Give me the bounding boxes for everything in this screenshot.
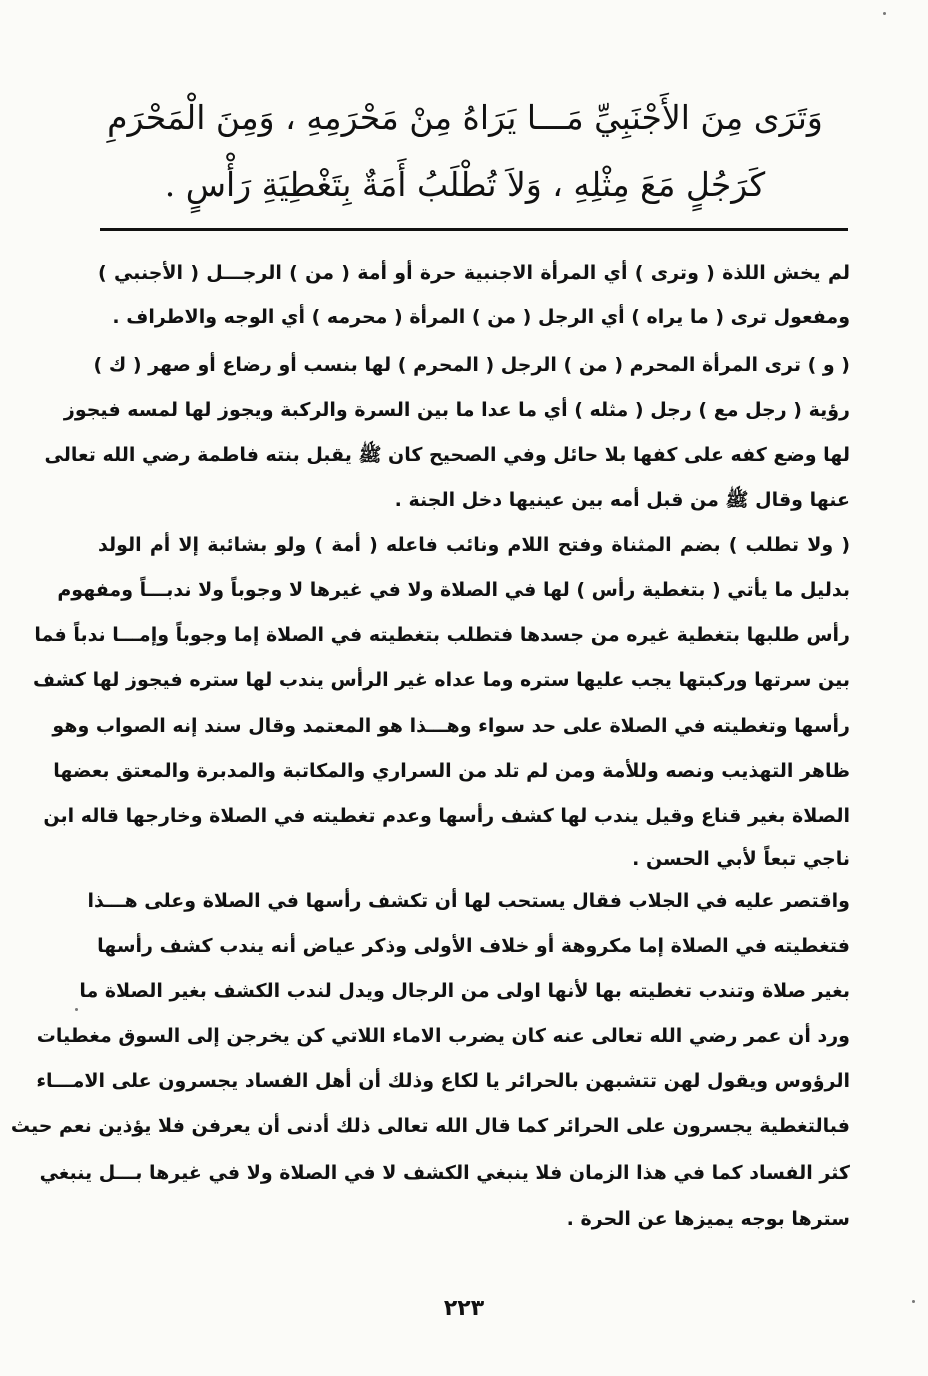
commentary-line: فتغطيته في الصلاة إما مكروهة أو خلاف الأولى وذكر عياض أنه يندب كشف رأسها bbox=[97, 935, 850, 957]
commentary-line: كثر الفساد كما في هذا الزمان فلا ينبغي الكشف لا في الصلاة ولا في غيرها بـــل ينبغي bbox=[39, 1162, 850, 1184]
matn-line-1: وَتَرَى مِنَ الأَجْنَبِيِّ مَـــا يَرَاهُ مِنْ مَحْرَمِهِ ، وَمِنَ الْمَحْرَمِ bbox=[107, 98, 823, 137]
commentary-line: عنها وقال ﷺ من قبل أمه بين عينيها دخل الجنة . bbox=[394, 489, 850, 511]
commentary-line: لم يخش اللذة ( وترى ) أي المرأة الاجنبية حرة أو أمة ( من ) الرجـــل ( الأجنبي ) bbox=[98, 262, 850, 284]
commentary-line: الصلاة بغير قناع وقيل يندب لها كشف رأسها وعدم تغطيته في الصلاة وخارجها قاله ابن bbox=[43, 805, 850, 827]
commentary-line: بين سرتها وركبتها يجب عليها ستره وما عداه غير الرأس يندب لها ستره فيجوز لها كشف bbox=[32, 669, 850, 691]
commentary-line: ( ولا تطلب ) بضم المثناة وفتح اللام ونائب فاعله ( أمة ) ولو بشائبة إلا أم الولد bbox=[98, 534, 850, 556]
commentary-line: ناجي تبعاً لأبي الحسن . bbox=[632, 848, 850, 870]
commentary-line: الرؤوس ويقول لهن تتشبهن بالحرائر يا لكاع وذلك أن أهل الفساد يجسرون على الامـــاء bbox=[36, 1070, 850, 1092]
commentary-line: سترها بوجه يميزها عن الحرة . bbox=[566, 1208, 850, 1230]
commentary-line: ورد أن عمر رضي الله تعالى عنه كان يضرب الاماء اللاتي كن يخرجن إلى السوق مغطيات bbox=[36, 1025, 850, 1047]
scan-speck bbox=[912, 1300, 915, 1303]
scan-speck bbox=[75, 1008, 78, 1011]
commentary-line: بغير صلاة وتندب تغطيته بها لأنها اولى من الرجال ويدل لندب الكشف بغير الصلاة ما bbox=[79, 980, 850, 1002]
commentary-line: رأس طلبها بتغطية غيره من جسدها فتطلب بتغطيته في الصلاة إما وجوباً وإمـــا ندباً فما bbox=[34, 624, 850, 646]
commentary-line: واقتصر عليه في الجلاب فقال يستحب لها أن تكشف رأسها في الصلاة وعلى هـــذا bbox=[87, 890, 850, 912]
commentary-line: فبالتغطية يجسرون على الحرائر كما قال الله تعالى ذلك أدنى أن يعرفن فلا يؤذين نعم حيث bbox=[10, 1115, 850, 1137]
matn-line-2: كَرَجُلٍ مَعَ مِثْلِهِ ، وَلاَ تُطْلَبُ أَمَةٌ بِتَغْطِيَةِ رَأْسٍ . bbox=[164, 165, 766, 204]
commentary-line: لها وضع كفه على كفها بلا حائل وفي الصحيح كان ﷺ يقبل بنته فاطمة رضي الله تعالى bbox=[44, 444, 850, 466]
commentary-line: بدليل ما يأتي ( بتغطية رأس ) لها في الصلاة ولا في غيرها لا وجوباً ولا ندبـــاً ومفهوم bbox=[57, 579, 850, 601]
commentary-line: رأسها وتغطيته في الصلاة على حد سواء وهـــذا هو المعتمد وقال سند إنه الصواب وهو bbox=[52, 715, 850, 737]
commentary-line: ظاهر التهذيب ونصه وللأمة ومن لم تلد من السراري والمكاتبة والمدبرة والمعتق بعضها bbox=[53, 760, 850, 782]
commentary-line: رؤية ( رجل مع ) رجل ( مثله ) أي ما عدا ما بين السرة والركبة ويجوز لها لمسه فيجوز bbox=[63, 399, 850, 421]
commentary-line: ومفعول ترى ( ما يراه ) أي الرجل ( من ) المرأة ( محرمه ) أي الوجه والاطراف . bbox=[112, 306, 850, 328]
commentary-line: ( و ) ترى المرأة المحرم ( من ) الرجل ( المحرم ) لها بنسب أو رضاع أو صهر ( ك ) bbox=[93, 354, 850, 376]
scan-speck bbox=[883, 12, 886, 15]
divider-rule bbox=[100, 228, 848, 231]
page-number: ٢٢٣ bbox=[443, 1296, 485, 1321]
